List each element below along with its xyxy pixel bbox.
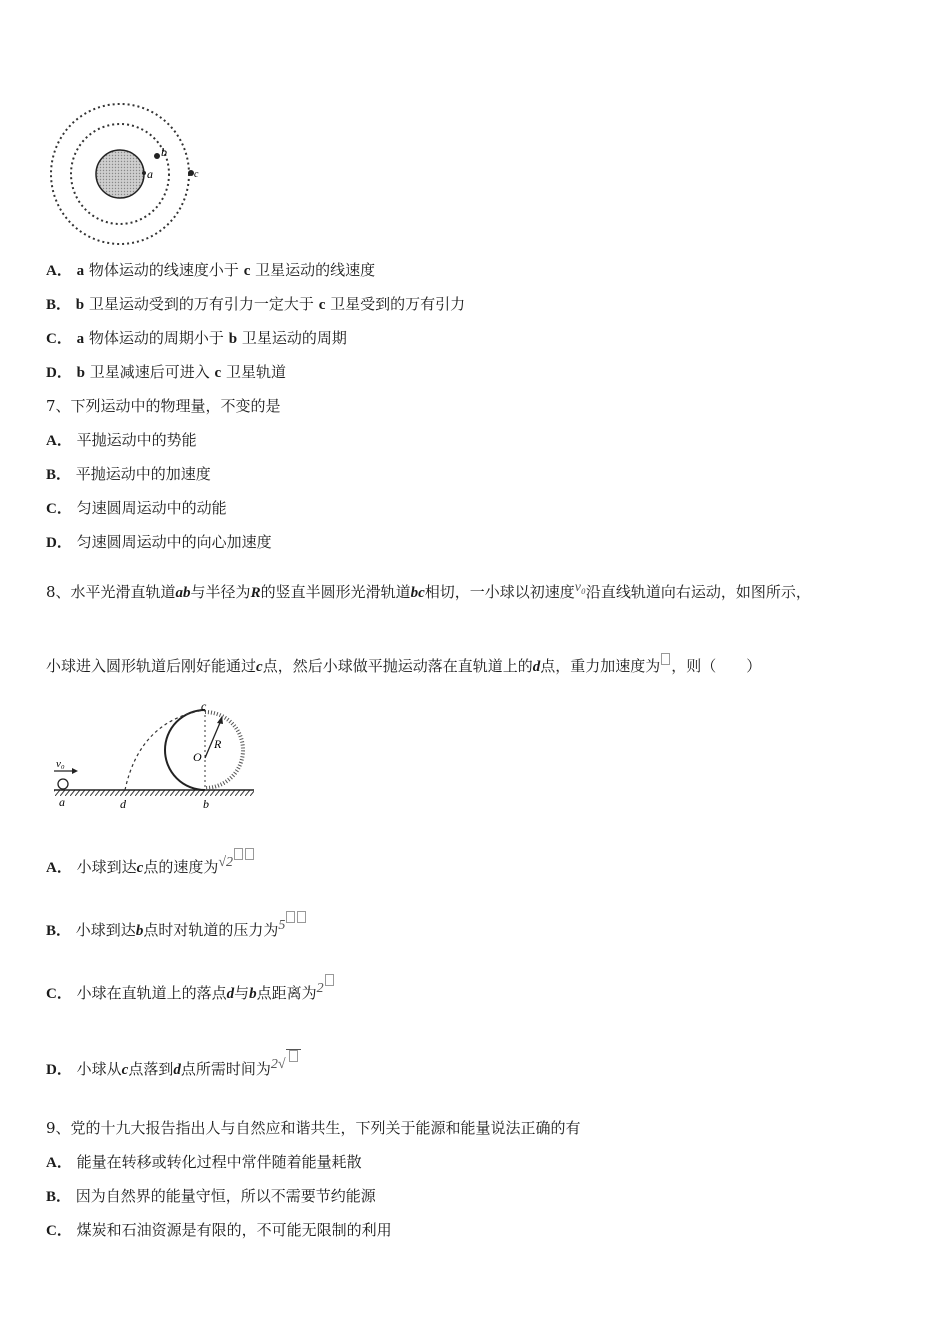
label-a: a	[59, 795, 65, 809]
radius-arrowhead	[217, 716, 223, 724]
q9-option-c: C． 煤炭和石油资源是有限的，不可能无限制的利用	[46, 1221, 392, 1239]
q7-stem: 7、下列运动中的物理量，不变的是	[46, 397, 281, 415]
q6-option-b: B． b 卫星运动受到的万有引力一定大于 c 卫星受到的万有引力	[46, 295, 466, 313]
q7-option-a: A． 平抛运动中的势能	[46, 431, 197, 449]
object-a	[142, 171, 146, 175]
q7-option-c: C． 匀速圆周运动中的动能	[46, 499, 227, 517]
q8-stem-line1: 8、水平光滑直轨道ab与半径为R的竖直半圆形光滑轨道bc相切，一小球以初速度v₀沿直线轨道向右运动，如图所示，	[46, 580, 811, 601]
label-O: O	[193, 750, 202, 764]
label-a: a	[147, 167, 153, 181]
g-symbol	[661, 653, 670, 665]
earth	[96, 150, 144, 198]
ground-hatch	[54, 790, 254, 796]
ball	[58, 779, 68, 789]
label-v0: v₀	[56, 758, 65, 770]
q7-option-d: D． 匀速圆周运动中的向心加速度	[46, 533, 272, 551]
q9-stem: 9、党的十九大报告指出人与自然应和谐共生，下列关于能源和能量说法正确的有	[46, 1119, 581, 1137]
q6-option-d: D． b 卫星减速后可进入 c 卫星轨道	[46, 363, 287, 381]
label-d: d	[120, 797, 126, 811]
q8-option-c: C． 小球在直轨道上的落点d与b点距离为2	[46, 974, 335, 1004]
q6-option-c: C． a 物体运动的周期小于 b 卫星运动的周期	[46, 329, 347, 347]
v0-arrowhead	[72, 768, 78, 774]
label-c: c	[194, 169, 199, 180]
track-figure	[50, 700, 260, 815]
satellite-b	[154, 153, 160, 159]
track-hatch	[205, 712, 243, 788]
q8-stem-line2: 小球进入圆形轨道后刚好能通过c点，然后小球做平抛运动落在直轨道上的d点，重力加速度为 ，则（ ）	[46, 653, 761, 677]
q8-option-a: A． 小球到达c点的速度为√2	[46, 848, 255, 878]
q9-option-b: B． 因为自然界的能量守恒，所以不需要节约能源	[46, 1187, 376, 1205]
label-R: R	[214, 737, 222, 751]
label-b: b	[203, 797, 209, 811]
label-c: c	[201, 700, 207, 713]
q7-option-b: B． 平抛运动中的加速度	[46, 465, 211, 483]
q6-option-a: A． a 物体运动的线速度小于 c 卫星运动的线速度	[46, 261, 376, 279]
q8-option-b: B． 小球到达b点时对轨道的压力为5	[46, 911, 307, 941]
q9-option-a: A． 能量在转移或转化过程中常伴随着能量耗散	[46, 1153, 362, 1171]
label-b: b	[161, 145, 167, 159]
orbit-figure	[48, 100, 208, 250]
q8-option-d: D． 小球从c点落到d点所需时间为2√	[46, 1049, 301, 1080]
